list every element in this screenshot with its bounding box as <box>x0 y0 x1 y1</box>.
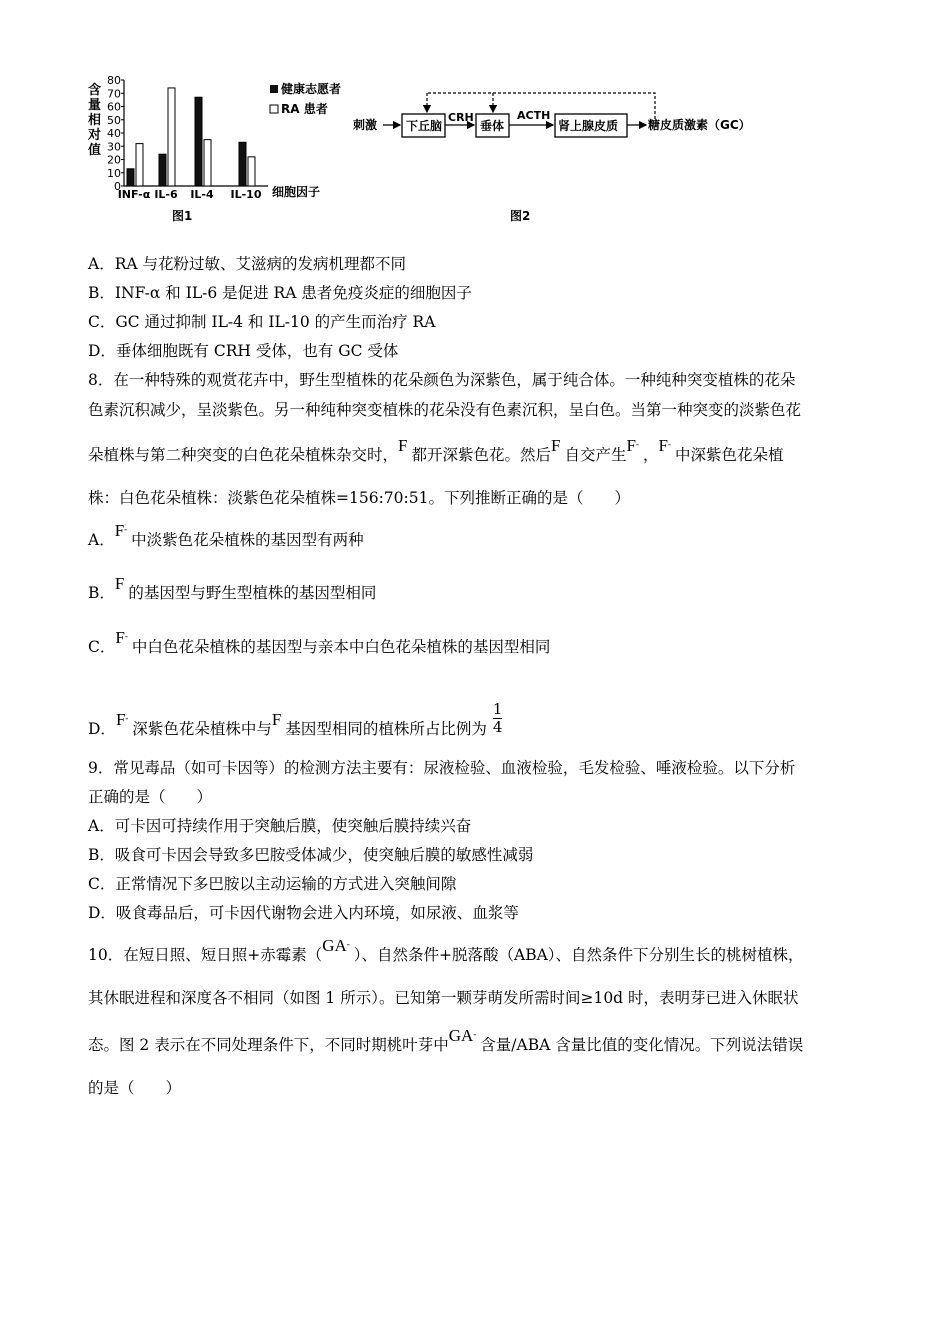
category-label: IL-4 <box>190 188 214 201</box>
q9-stem-line2: 正确的是（ ） <box>88 788 213 806</box>
adrenal-label: 肾上腺皮质 <box>558 119 619 133</box>
bar-ra <box>248 157 255 186</box>
gc-label: 糖皮质激素（GC） <box>648 118 751 132</box>
q10-stem-line4: 的是（ ） <box>88 1079 182 1097</box>
f2-symbol: F- <box>114 521 128 540</box>
f2-symbol: F- <box>658 436 671 455</box>
q10-stem-line1: 10．在短日照、短日照+赤霉素（GA-）、自然条件+脱落酸（ABA）、自然条件下分别生长的桃树植株， <box>88 936 804 964</box>
y-tick-label: 80 <box>107 74 121 87</box>
category-labels <box>118 188 262 201</box>
y-tick-label: 30 <box>107 140 121 154</box>
figure1-caption: 图1 <box>172 209 193 223</box>
y-tick-label: 40 <box>107 127 121 140</box>
legend-label-ra: RA 患者 <box>281 102 328 116</box>
q7-option-a: A．RA 与花粉过敏、艾滋病的发病机理都不同 <box>88 255 406 273</box>
f1-symbol: F <box>551 436 561 455</box>
q7-option-d: D．垂体细胞既有 CRH 受体，也有 GC 受体 <box>88 342 399 360</box>
figure2-caption: 图2 <box>510 209 531 223</box>
y-tick-label: 20 <box>107 153 121 167</box>
category-label: INF-α <box>117 188 151 201</box>
y-axis-label-char: 对 <box>88 128 102 143</box>
acth-label: ACTH <box>517 109 551 122</box>
y-axis-ticks <box>107 74 124 193</box>
hypothalamus-label: 下丘脑 <box>406 119 443 133</box>
q8-stem-line4: 株：白色花朵植株：淡紫色花朵植株=156:70:51。下列推断正确的是（ ） <box>88 489 630 507</box>
y-axis-label-char: 量 <box>88 98 102 113</box>
q9-option-d: D．吸食毒品后，可卡因代谢物会进入内环境，如尿液、血浆等 <box>88 904 519 922</box>
q8-option-c: C．F-中白色花朵植株的基因型与亲本中白色花朵植株的基因型相同 <box>88 628 551 656</box>
q9-stem-line1: 9．常见毒品（如可卡因等）的检测方法主要有：尿液检验、血液检验，毛发检验、唾液检验。以下分析 <box>88 759 796 777</box>
f1-symbol: F <box>271 710 282 729</box>
q8-stem-line1: 8．在一种特殊的观赏花卉中，野生型植株的花朵颜色为深紫色，属于纯合体。一种纯种突变植株的花朵 <box>88 371 796 389</box>
q8-text: 朵植株与第二种突变的白色花朵植株杂交时， <box>88 446 399 464</box>
category-label: IL-6 <box>154 188 178 201</box>
y-axis-label-char: 值 <box>88 143 102 158</box>
bar-ra <box>136 144 143 186</box>
bar-healthy <box>239 142 246 186</box>
q8-text: 都开深紫色花。然后 <box>411 446 551 464</box>
bars <box>127 88 255 186</box>
bar-ra <box>168 88 175 186</box>
category-label: IL-10 <box>230 188 262 201</box>
q8-option-b: B．F 的基因型与野生型植株的基因型相同 <box>88 574 377 602</box>
y-tick-label: 50 <box>107 113 121 127</box>
legend-swatch-healthy <box>270 85 278 93</box>
crh-label: CRH <box>448 111 474 124</box>
bar-healthy <box>127 169 134 186</box>
ga-symbol: GA- <box>322 936 350 955</box>
bar-healthy <box>195 97 202 186</box>
f2-symbol: F- <box>115 628 128 647</box>
q9-option-a: A．可卡因可持续作用于突触后膜，使突触后膜持续兴奋 <box>88 817 472 835</box>
y-tick-label: 0 <box>114 180 121 193</box>
stimulus-label: 刺激 <box>353 118 378 132</box>
q8-option-a: A．F-中淡紫色花朵植株的基因型有两种 <box>88 521 364 549</box>
q8-stem-line2: 色素沉积减少，呈淡紫色。另一种纯种突变植株的花朵没有色素沉积，呈白色。当第一种突变的淡紫色花 <box>88 401 802 419</box>
y-axis-label <box>87 82 101 158</box>
bar-ra <box>204 140 211 186</box>
q8-option-d: D．F-深紫色花朵植株中与F 基因型相同的植株所占比例为 $\frac{1}{4}$ <box>88 700 503 738</box>
legend-label-healthy: 健康志愿者 <box>281 82 342 96</box>
fraction-one-quarter: $\frac{1}{4}$ <box>492 700 503 736</box>
q9-option-b: B．吸食可卡因会导致多巴胺受体减少，使突触后膜的敏感性减弱 <box>88 846 534 864</box>
pituitary-label: 垂体 <box>480 119 505 133</box>
q8-text: 中深紫色花朵植 <box>674 446 784 464</box>
q8-text: ， <box>642 446 659 464</box>
y-axis-label-char: 含 <box>88 83 102 98</box>
q8-stem-line3 <box>88 436 784 464</box>
f2-symbol: F- <box>626 436 639 455</box>
q10-stem-line3: 态。图 2 表示在不同处理条件下，不同时期桃叶芽中GA-含量/ABA 含量比值的变化情况。下列说法错误 <box>88 1026 804 1054</box>
q9-option-c: C．正常情况下多巴胺以主动运输的方式进入突触间隙 <box>88 875 457 893</box>
legend-swatch-ra <box>270 105 278 113</box>
f2-symbol: F- <box>115 710 129 729</box>
bar-healthy <box>159 154 166 186</box>
figure1-bar-chart <box>86 72 362 228</box>
y-tick-label: 70 <box>107 87 121 101</box>
y-axis-label-char: 相 <box>88 113 102 128</box>
q10-stem-line2: 其休眠进程和深度各不相同（如图 1 所示）。已知第一颗芽萌发所需时间≥10d 时，表明芽已进入休眠状 <box>88 989 799 1007</box>
q8-text: 自交产生 <box>564 446 627 464</box>
f1-symbol: F <box>114 574 125 593</box>
f1-symbol: F <box>398 436 408 455</box>
y-tick-label: 60 <box>107 100 121 114</box>
q7-option-b: B．INF-α 和 IL-6 是促进 RA 患者免疫炎症的细胞因子 <box>88 284 472 302</box>
ga-symbol: GA- <box>448 1026 477 1045</box>
figure2-flow-diagram <box>350 80 760 230</box>
x-axis-label: 细胞因子 <box>272 185 321 199</box>
y-tick-label: 10 <box>107 166 121 180</box>
q7-option-c: C．GC 通过抑制 IL-4 和 IL-10 的产生而治疗 RA <box>88 313 436 331</box>
